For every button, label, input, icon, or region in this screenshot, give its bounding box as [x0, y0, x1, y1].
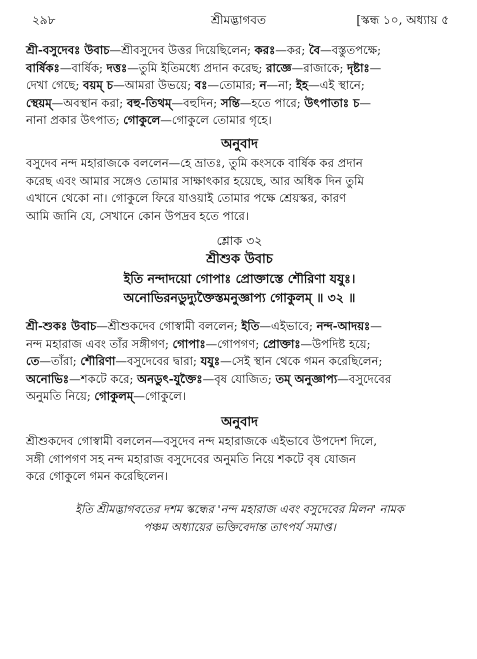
sanskrit-term: তম্ অনুজ্ঞাপ্য	[275, 371, 338, 386]
gloss-text: —রাজাকে;	[291, 60, 348, 75]
gloss-text: —	[369, 60, 382, 75]
gloss-text: —বহুদিন;	[171, 95, 221, 110]
gloss-text: —শ্রীশুকদেব গোস্বামী বললেন;	[96, 319, 242, 333]
synonym-line	[26, 112, 453, 130]
sanskrit-term: দত্তঃ	[106, 60, 128, 75]
translation-line: আমি জানি যে, সেখানে কোন উপদ্রব হতে পারে।	[26, 208, 250, 223]
gloss-text: —শ্রীবসুদেব উত্তর দিয়েছিলেন;	[109, 43, 255, 57]
gloss-text: —বার্ষিক;	[59, 60, 107, 75]
chapter-colophon	[26, 500, 453, 536]
gloss-text: —শকটে করে;	[69, 371, 138, 386]
sanskrit-term: বয়ম্ চ	[83, 78, 114, 92]
translation-line: এখানে থেকো না। গোকুলে ফিরে যাওয়াই তোমার পক্ষে শ্রেয়স্কর, কারণ	[26, 191, 347, 205]
sanskrit-term: বৈ	[308, 43, 321, 57]
gloss-text: —এইভাবে;	[259, 319, 317, 333]
verse-block	[26, 231, 453, 307]
gloss-text: —বসুদেবের দ্বারা;	[115, 354, 201, 368]
synonyms-lines	[26, 318, 453, 406]
running-head	[20, 12, 457, 32]
synonyms-block-2	[26, 318, 453, 406]
gloss-text: —হতে পারে;	[239, 95, 305, 110]
gloss-text: —উপদিষ্ট হয়ে;	[300, 336, 371, 351]
gloss-text: —বসুদেবের	[337, 371, 392, 386]
translation-line: শ্রীশুকদেব গোস্বামী বললেন—বসুদেব নন্দ মহারাজকে এইভাবে উপদেশ দিলে,	[26, 434, 378, 448]
sanskrit-term: গোকুলে	[123, 113, 161, 127]
page-number: ২৯৮	[32, 13, 56, 27]
translation-block-2	[26, 433, 453, 486]
sanskrit-term: সন্তি	[220, 95, 240, 110]
synonym-line	[26, 95, 453, 113]
colophon-line: পঞ্চম অধ্যায়ের ভক্তিবেদান্ত তাৎপর্য সমাপ্ত।	[143, 520, 336, 534]
gloss-text: —এই স্থানে;	[308, 78, 365, 92]
gloss-text: —অবস্থান করা;	[51, 95, 127, 110]
gloss-text: —গোপগণ;	[205, 336, 263, 351]
gloss-text: —বস্তুতপক্ষে;	[320, 43, 382, 57]
translation-heading: অনুবাদ	[221, 415, 258, 430]
synonym-line	[26, 42, 453, 60]
translation-heading-1-wrap	[26, 135, 453, 156]
gloss-text: —তাঁরা;	[39, 354, 81, 368]
gloss-text: —গোকুলে তোমার গৃহে।	[160, 113, 272, 127]
verse-line: ইতি নন্দাদয়ো গোপাঃ প্রোক্তাস্তে শৌরিণা যযুঃ।	[123, 271, 356, 286]
translation-heading-2-wrap	[26, 413, 453, 434]
translation-line: সঙ্গী গোপগণ সহ নন্দ মহারাজ বসুদেবের অনুমতি নিয়ে শকটে বৃষ যোজন	[26, 451, 356, 466]
sanskrit-term: গোকুলম্	[94, 389, 134, 403]
sanskrit-term: ন	[259, 78, 267, 92]
sanskrit-term: প্রোক্তাঃ	[262, 336, 301, 351]
gloss-text: —বৃষ যোজিত;	[202, 371, 276, 386]
synonym-line	[26, 353, 453, 371]
sanskrit-term: স্থেয়ম্	[26, 95, 52, 110]
gloss-text: দেখা গেছে;	[26, 78, 84, 92]
gloss-text: নন্দ মহারাজ এবং তাঁর সঙ্গীগণ;	[26, 336, 173, 351]
translation-line: করেছ এবং আমার সঙ্গেও তোমার সাক্ষাৎকার হয়েছে, আর অধিক দিন তুমি	[26, 173, 364, 188]
synonym-line	[26, 388, 453, 406]
gloss-text: —সেই স্থান থেকে গমন করেছিলেন;	[220, 354, 383, 368]
sanskrit-term: ইতি	[241, 319, 260, 333]
gloss-text: —আমরা উভয়ে;	[113, 78, 195, 92]
gloss-text: —গোকুলে।	[133, 389, 187, 403]
synonym-line	[26, 371, 453, 389]
sanskrit-term: শ্রী-শুকঃ উবাচ	[26, 319, 97, 333]
sanskrit-term: তে	[26, 354, 40, 368]
gloss-text: —তুমি ইতিমধ্যে প্রদান করেছ;	[127, 60, 267, 75]
synonym-line	[26, 60, 453, 78]
sanskrit-term: করঃ	[254, 43, 276, 57]
gloss-text: —তোমার;	[207, 78, 260, 92]
sanskrit-term: অনডুৎ-যুক্তৈঃ	[137, 371, 203, 386]
section-label: [স্কন্ধ ১০, অধ্যায় ৫	[356, 13, 449, 27]
verse-line: অনোভিরনডুদ্যুক্তৈস্তমনুজ্ঞাপ্য গোকুলম্ ॥ ৩২ ॥	[123, 290, 356, 305]
sanskrit-term: বহু-তিথম্	[126, 95, 172, 110]
verse-number: শ্লোক ৩২	[216, 233, 263, 248]
synonym-line	[26, 318, 453, 336]
gloss-text: অনুমতি নিয়ে;	[26, 389, 95, 403]
synonym-line	[26, 77, 453, 95]
translation-heading: অনুবাদ	[221, 137, 258, 152]
sanskrit-term: দৃষ্টাঃ	[347, 60, 370, 75]
sanskrit-term: শৌরিণা	[80, 354, 116, 368]
sanskrit-term: শ্রী-বসুদেবঃ উবাচ	[26, 43, 110, 57]
synonyms-lines	[26, 42, 453, 130]
translation-block-1	[26, 155, 453, 225]
book-title: শ্রীমদ্ভাগবত	[210, 13, 266, 27]
verse-speaker: শ্রীশুক উবাচ	[206, 252, 273, 267]
sanskrit-term: গোপাঃ	[172, 336, 206, 351]
sanskrit-term: উৎপাতাঃ চ	[304, 95, 360, 110]
gloss-text: —	[370, 319, 382, 333]
colophon-line: ইতি শ্রীমদ্ভাগবতের দশম স্কন্ধের 'নন্দ মহারাজ এবং বসুদেবের মিলন' নামক	[75, 502, 404, 516]
sanskrit-term: অনোভিঃ	[26, 371, 70, 386]
sanskrit-term: রাজ্ঞে	[266, 60, 292, 75]
gloss-text: —না;	[266, 78, 296, 92]
translation-line: করে গোকুলে গমন করেছিলেন।	[26, 469, 169, 483]
sanskrit-term: বার্ষিকঃ	[26, 60, 60, 75]
sanskrit-term: নন্দ-আদয়ঃ	[316, 319, 371, 333]
sanskrit-term: যযুঃ	[200, 354, 221, 368]
gloss-text: নানা প্রকার উৎপাত;	[26, 113, 124, 127]
sanskrit-term: বঃ	[194, 78, 208, 92]
synonym-line	[26, 336, 453, 354]
sanskrit-term: ইহ	[295, 78, 309, 92]
synonyms-block-1	[26, 42, 453, 130]
translation-line: বসুদেব নন্দ মহারাজকে বললেন—হে ভ্রাতঃ, তুমি কংসকে বার্ষিক কর প্রদান	[26, 156, 363, 170]
gloss-text: —কর;	[275, 43, 309, 57]
gloss-text: —	[359, 95, 371, 110]
